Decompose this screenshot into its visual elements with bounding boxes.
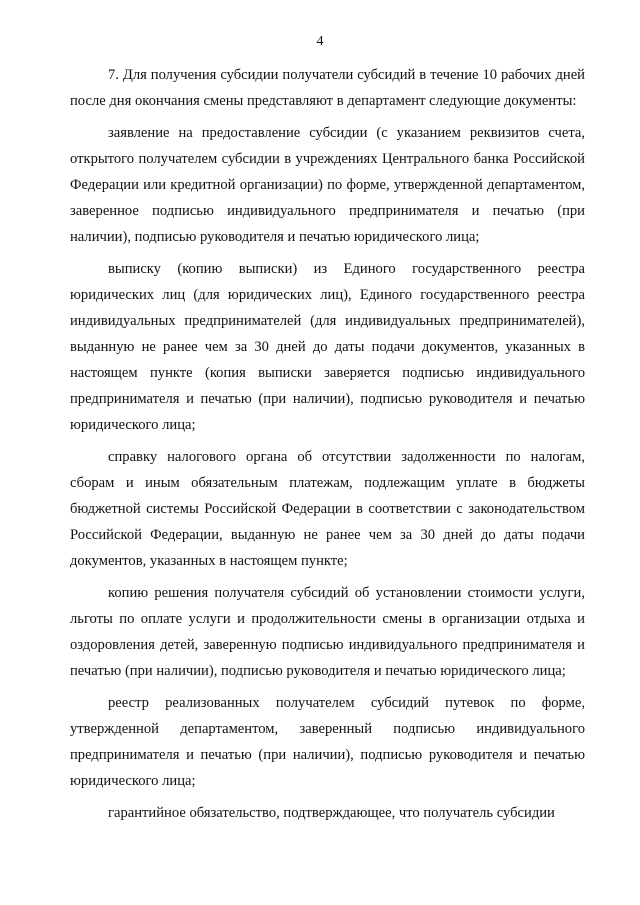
paragraph-voucher-register: реестр реализованных получателем субсидий путевок по форме, утвержденной департаментом, заверенный подписью индивидуального предпринимателя и печатью (при наличии), подписью руководителя и печатью юридического лица;: [70, 695, 585, 789]
document-body: [70, 62, 585, 832]
paragraph-guarantee: гарантийное обязательство, подтверждающее, что получатель субсидии: [108, 805, 555, 821]
paragraph-application: заявление на предоставление субсидии (с указанием реквизитов счета, открытого получателем субсидии в учреждениях Центрального банка Российской Федерации или кредитной организации) по форме, утвержденной департаментом, заверенное подписью индивидуального предпринимателя и печатью (при наличии), подписью руководителя и печатью юридического лица;: [70, 125, 585, 245]
paragraph-decision-copy: копию решения получателя субсидий об установлении стоимости услуги, льготы по оплате услуги и продолжительности смены в организации отдыха и оздоровления детей, заверенную подписью индивидуального предпринимателя и печатью (при наличии), подписью руководителя и печатью юридического лица;: [70, 585, 585, 679]
page-number: 4: [316, 34, 324, 49]
paragraph-registry-extract: выписку (копию выписки) из Единого государственного реестра юридических лиц (для юридических лиц), Единого государственного реестра индивидуальных предпринимателей (для индивидуальных предпринимателей), выданную не ранее чем за 30 дней до даты подачи документов, указанных в настоящем пункте (копия выписки заверяется подписью индивидуального предпринимателя и печатью (при наличии), подписью руководителя и печатью юридического лица;: [70, 261, 585, 433]
paragraph-item-7-intro: 7. Для получения субсидии получатели субсидий в течение 10 рабочих дней после дня окончания смены представляют в департамент следующие документы:: [70, 67, 585, 109]
paragraph-tax-certificate: справку налогового органа об отсутствии задолженности по налогам, сборам и иным обязательным платежам, подлежащим уплате в бюджеты бюджетной системы Российской Федерации в соответствии с законодательством Российской Федерации, выданную не ранее чем за 30 дней до даты подачи документов, указанных в настоящем пункте;: [70, 449, 585, 569]
